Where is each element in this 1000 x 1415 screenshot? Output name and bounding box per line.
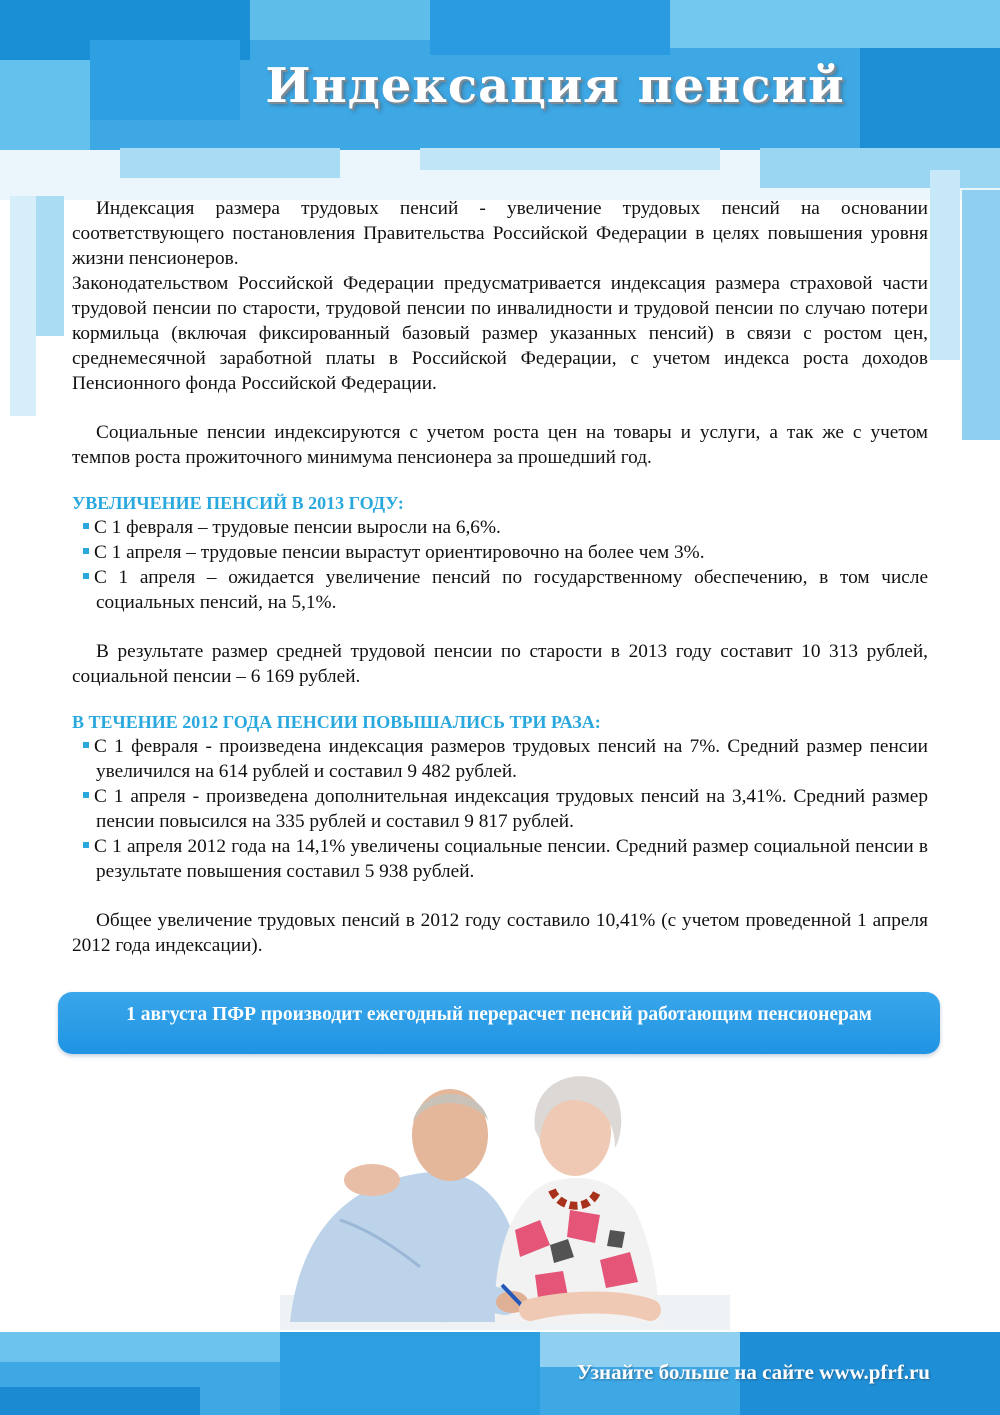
bullet-square-icon <box>83 523 89 529</box>
section-2012-summary: Общее увеличение трудовых пенсий в 2012 году составило 10,41% (с учетом проведенной 1 апреля 2012 года индексации). <box>72 910 928 956</box>
pensioners-photo <box>280 1060 730 1330</box>
side-tile-left <box>36 196 64 336</box>
bullet-square-icon <box>83 548 89 554</box>
intro-paragraph-1: Индексация размера трудовых пенсий - увеличение трудовых пенсий на основании соответствующего постановления Правительства Российской Федерации в целях повышения уровня жизни пенсионеров. <box>72 198 928 269</box>
mosaic-tile <box>280 1332 540 1415</box>
mosaic-tile <box>0 1387 200 1415</box>
side-tile-right <box>930 170 960 360</box>
intro-paragraph-3: Социальные пенсии индексируются с учетом роста цен на товары и услуги, а так же с учетом темпов роста прожиточного минимума пенсионера за прошедший год. <box>72 422 928 468</box>
page-title: Индексация пенсий <box>265 58 845 114</box>
list-item: С 1 апреля - произведена дополнительная индексация трудовых пенсий на 3,41%. Средний размер пенсии повысился на 335 рублей и составил 9 817 рублей. <box>72 784 928 834</box>
mosaic-tile <box>670 0 1000 48</box>
mosaic-tile <box>760 148 1000 188</box>
footer-website-text: Узнайте больше на сайте www.pfrf.ru <box>576 1360 930 1384</box>
side-tile-right <box>962 190 1000 440</box>
mosaic-tile <box>0 60 90 150</box>
bullet-square-icon <box>83 573 89 579</box>
bullet-square-icon <box>83 842 89 848</box>
intro-paragraph-2: Законодательством Российской Федерации предусматривается индексация размера страховой части трудовой пенсии по старости, трудовой пенсии по инвалидности и трудовой пенсии по случаю потери кормильца (включая фиксированный базовый размер указанных пенсий) в связи с ростом цен, среднемесячной заработной платы в Российской Федерации, с учетом индекса роста доходов Пенсионного фонда Российской Федерации. <box>72 273 928 394</box>
section-2013-result: В результате размер средней трудовой пенсии по старости в 2013 году составит 10 313 рублей, социальной пенсии – 6 169 рублей. <box>72 641 928 687</box>
list-item: С 1 апреля – ожидается увеличение пенсий по государственному обеспечению, в том числе социальных пенсий, на 5,1%. <box>72 565 928 615</box>
list-item: С 1 февраля - произведена индексация размеров трудовых пенсий на 7%. Средний размер пенсии увеличился на 614 рублей и составил 9 482 рублей. <box>72 734 928 784</box>
info-banner <box>58 992 940 1054</box>
woman-arms <box>530 1303 650 1311</box>
mosaic-tile <box>430 0 670 55</box>
bullet-square-icon <box>83 792 89 798</box>
list-item: С 1 апреля – трудовые пенсии вырастут ориентировочно на более чем 3%. <box>72 540 928 565</box>
banner-text: 1 августа ПФР производит ежегодный перерасчет пенсий работающим пенсионерам <box>126 1004 872 1025</box>
list-item: С 1 апреля 2012 года на 14,1% увеличены социальные пенсии. Средний размер социальной пенсии в результате повышения составил 5 938 рублей. <box>72 834 928 884</box>
list-item: С 1 февраля – трудовые пенсии выросли на 6,6%. <box>72 515 928 540</box>
pensioners-illustration <box>280 1060 730 1330</box>
mosaic-tile <box>0 1332 280 1362</box>
side-tile-left <box>10 196 36 416</box>
header-band <box>0 0 1000 200</box>
section-2012-heading: В ТЕЧЕНИЕ 2012 ГОДА ПЕНСИИ ПОВЫШАЛИСЬ ТРИ РАЗА: <box>72 712 601 732</box>
section-2012-list <box>72 734 928 884</box>
bullet-square-icon <box>83 742 89 748</box>
woman-hand <box>344 1164 400 1196</box>
mosaic-tile <box>420 148 720 170</box>
article-body <box>72 196 928 958</box>
section-2013-list <box>72 515 928 615</box>
mosaic-tile <box>120 148 340 178</box>
section-2013-heading: УВЕЛИЧЕНИЕ ПЕНСИЙ В 2013 ГОДУ: <box>72 493 404 513</box>
footer-band <box>0 1332 1000 1415</box>
mosaic-tile <box>250 0 430 40</box>
